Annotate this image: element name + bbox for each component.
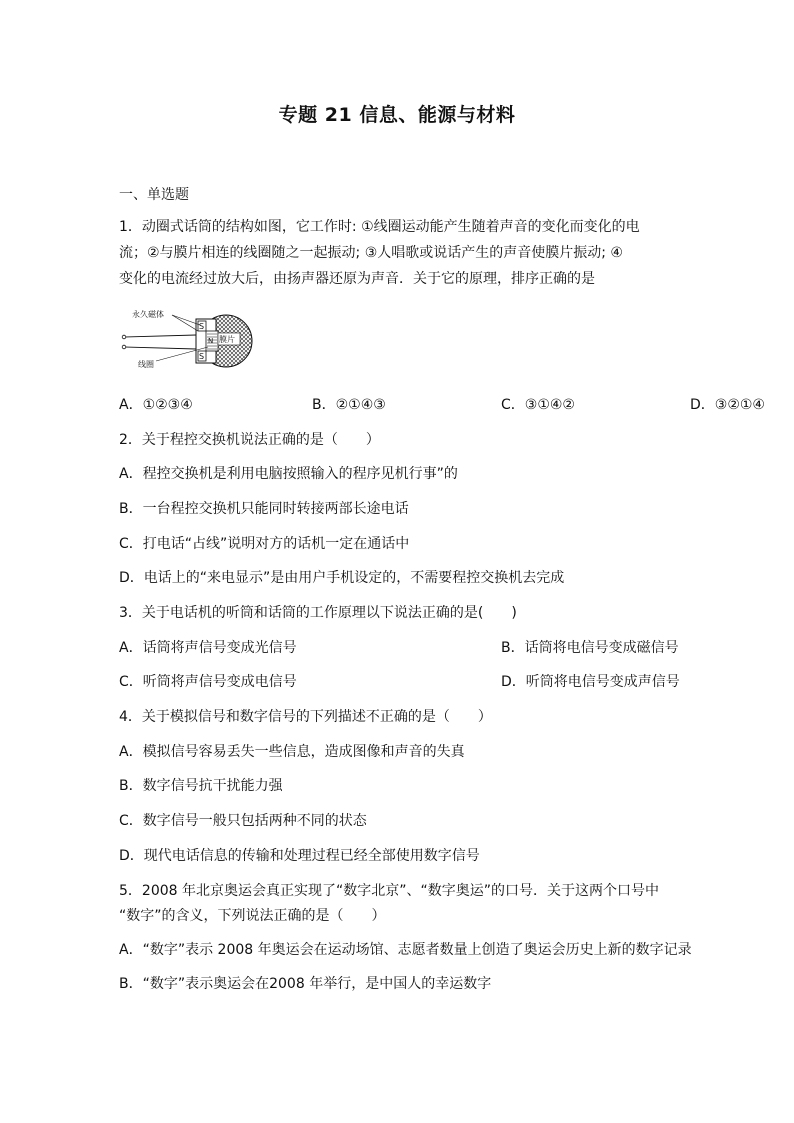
q1-stem-line-3: 变化的电流经过放大后，由扬声器还原为声音．关于它的原理，排序正确的是 <box>119 271 595 287</box>
q2-stem: 2．关于程控交换机说法正确的是（ ） <box>119 432 380 448</box>
q3-stem: 3．关于电话机的听筒和话筒的工作原理以下说法正确的是( ) <box>119 605 517 621</box>
q4-option-c: C．数字信号一般只包括两种不同的状态 <box>119 813 367 829</box>
q2-option-a: A．程控交换机是利用电脑按照输入的程序见机行事”的 <box>119 466 458 482</box>
q4-stem: 4．关于模拟信号和数字信号的下列描述不正确的是（ ） <box>119 709 492 725</box>
q1-option-d: D．③②①④ <box>690 397 765 413</box>
label-coil: 线圈 <box>138 360 154 369</box>
q4-option-a: A．模拟信号容易丢失一些信息，造成图像和声音的失真 <box>119 744 465 760</box>
q1-option-a: A．①②③④ <box>119 397 193 413</box>
page-title: 专题 21 信息、能源与材料 <box>278 104 516 126</box>
q3-option-c: C．听筒将声信号变成电信号 <box>119 674 297 690</box>
q5-stem-line-1: 5．2008 年北京奥运会真正实现了“数字北京”、“数字奥运”的口号．关于这两个口号中 <box>119 883 659 899</box>
q5-option-a: A．“数字”表示 2008 年奥运会在运动场馆、志愿者数量上创造了奥运会历史上新的数字记录 <box>119 942 692 958</box>
q1-option-b: B．②①④③ <box>312 397 386 413</box>
q3-option-a: A．话筒将声信号变成光信号 <box>119 640 297 656</box>
q1-stem-line-2: 流；②与膜片相连的线圈随之一起振动; ③人唱歌或说话产生的声音使膜片振动; ④ <box>119 245 623 261</box>
q4-option-d: D．现代电话信息的传输和处理过程已经全部使用数字信号 <box>119 848 480 864</box>
label-membrane: 膜片 <box>219 335 235 344</box>
q5-option-b: B．“数字”表示奥运会在2008 年举行，是中国人的幸运数字 <box>119 976 492 992</box>
label-pole-n: N <box>208 337 214 345</box>
q5-stem-line-2: “数字”的含义，下列说法正确的是（ ） <box>119 908 386 924</box>
q2-option-c: C．打电话“占线”说明对方的话机一定在通话中 <box>119 536 410 552</box>
label-magnet: 永久磁体 <box>132 310 164 319</box>
q4-option-b: B．数字信号抗干扰能力强 <box>119 778 283 794</box>
q2-option-b: B．一台程控交换机只能同时转接两部长途电话 <box>119 501 409 517</box>
section-heading: 一、单选题 <box>119 187 189 203</box>
q2-option-d: D．电话上的“来电显示”是由用户手机设定的，不需要程控交换机去完成 <box>119 570 565 586</box>
q3-option-d: D．听筒将电信号变成声信号 <box>501 674 680 690</box>
microphone-diagram-svg <box>118 307 258 377</box>
label-pole-s-bottom: S <box>199 352 205 361</box>
microphone-diagram <box>118 307 258 377</box>
label-pole-s-top: S <box>199 322 205 331</box>
q1-stem-line-1: 1．动圈式话筒的结构如图，它工作时: ①线圈运动能产生随着声音的变化而变化的电 <box>119 219 640 235</box>
q1-option-c: C．③①④② <box>501 397 575 413</box>
q3-option-b: B．话筒将电信号变成磁信号 <box>501 640 679 656</box>
